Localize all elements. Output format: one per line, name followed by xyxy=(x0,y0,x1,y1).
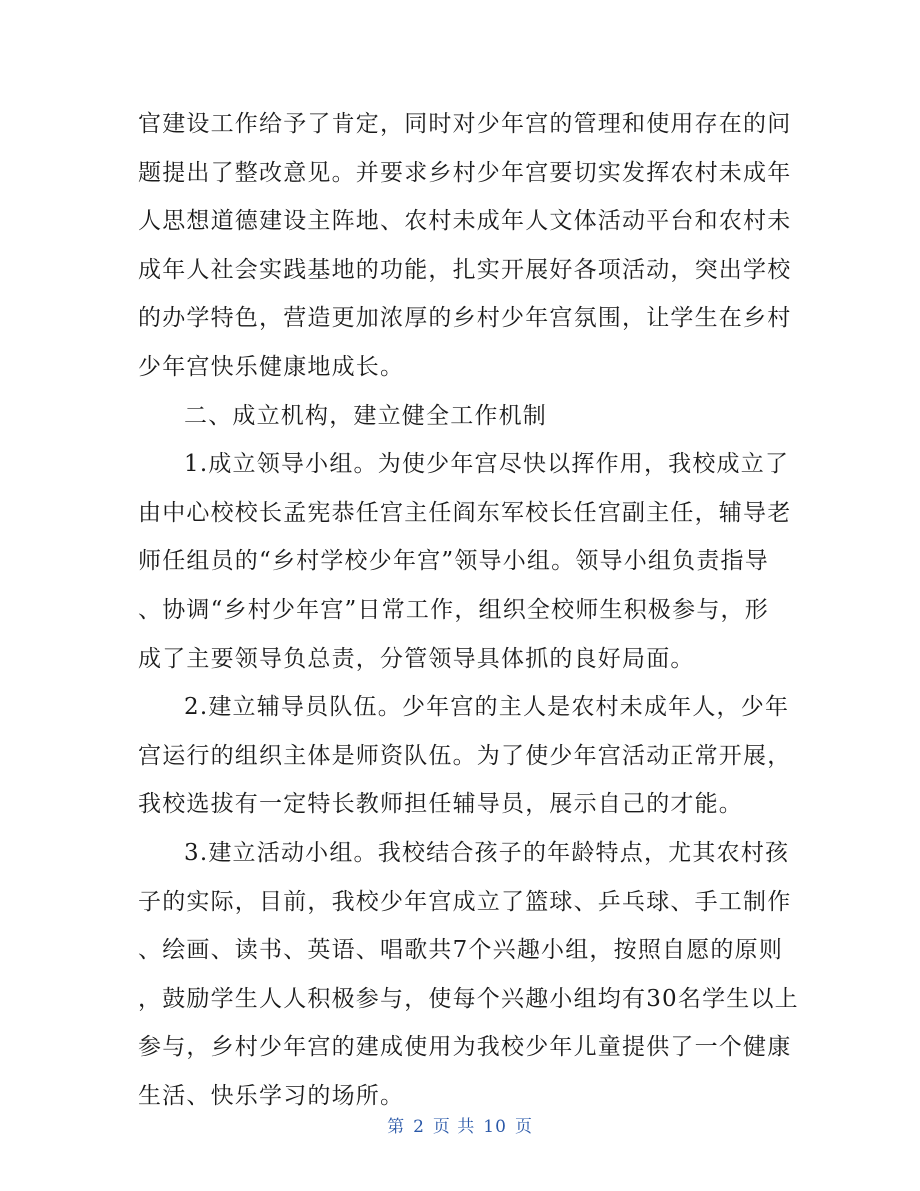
body-line: 我校选拔有一定特长教师担任辅导员，展示自己的才能。 xyxy=(138,791,743,818)
body-line: 、协调“乡村少年宫”日常工作，组织全校师生积极参与，形 xyxy=(138,596,769,623)
body-line: 3.建立活动小组。我校结合孩子的年龄特点，尤其农村孩 xyxy=(184,839,790,866)
body-line: 成年人社会实践基地的功能，扎实开展好各项活动，突出学校 xyxy=(138,256,792,283)
body-line: 1.成立领导小组。为使少年宫尽快以挥作用，我校成立了 xyxy=(184,451,790,478)
body-line: 子的实际，目前，我校少年宫成立了篮球、乒乓球、手工制作 xyxy=(138,888,792,915)
body-line: 题提出了整改意见。并要求乡村少年宫要切实发挥农村未成年 xyxy=(138,159,792,186)
page-label-prefix: 第 xyxy=(387,1117,406,1137)
body-line: 、绘画、读书、英语、唱歌共7个兴趣小组，按照自愿的原则 xyxy=(138,937,784,964)
body-line: 官建设工作给予了肯定，同时对少年宫的管理和使用存在的问 xyxy=(138,111,792,137)
body-line: 成了主要领导负总责，分管领导具体抓的良好局面。 xyxy=(138,645,695,672)
body-line: 由中心校校长孟宪恭任宫主任阎东军校长任宫副主任，辅导老 xyxy=(138,499,792,526)
body-line: 少年宫快乐健康地成长。 xyxy=(138,353,405,380)
document-body xyxy=(138,100,799,1120)
body-line: 师任组员的“乡村学校少年宫”领导小组。领导小组负责指导 xyxy=(138,548,769,575)
body-line: 宫运行的组织主体是师资队伍。为了使少年宫活动正常开展， xyxy=(138,742,792,769)
body-line: 的办学特色，营造更加浓厚的乡村少年宫氛围，让学生在乡村 xyxy=(138,305,792,332)
body-line: 2.建立辅导员队伍。少年宫的主人是农村未成年人，少年 xyxy=(184,694,790,721)
page-footer xyxy=(0,1112,920,1137)
body-line: ，鼓励学生人人积极参与，使每个兴趣小组均有30名学生以上 xyxy=(138,985,799,1012)
section-heading: 二、成立机构，建立健全工作机制 xyxy=(184,402,547,429)
page-label-suffix: 页 xyxy=(514,1117,533,1137)
total-pages: 10 xyxy=(483,1117,507,1137)
body-line: 生活、快乐学习的场所。 xyxy=(138,1082,405,1109)
page-label-mid: 页 共 xyxy=(432,1117,476,1137)
body-line: 参与，乡村少年宫的建成使用为我校少年儿童提供了一个健康 xyxy=(138,1034,792,1061)
body-line: 人思想道德建设主阵地、农村未成年人文体活动平台和农村未 xyxy=(138,208,792,235)
page-number: 2 xyxy=(413,1117,425,1137)
